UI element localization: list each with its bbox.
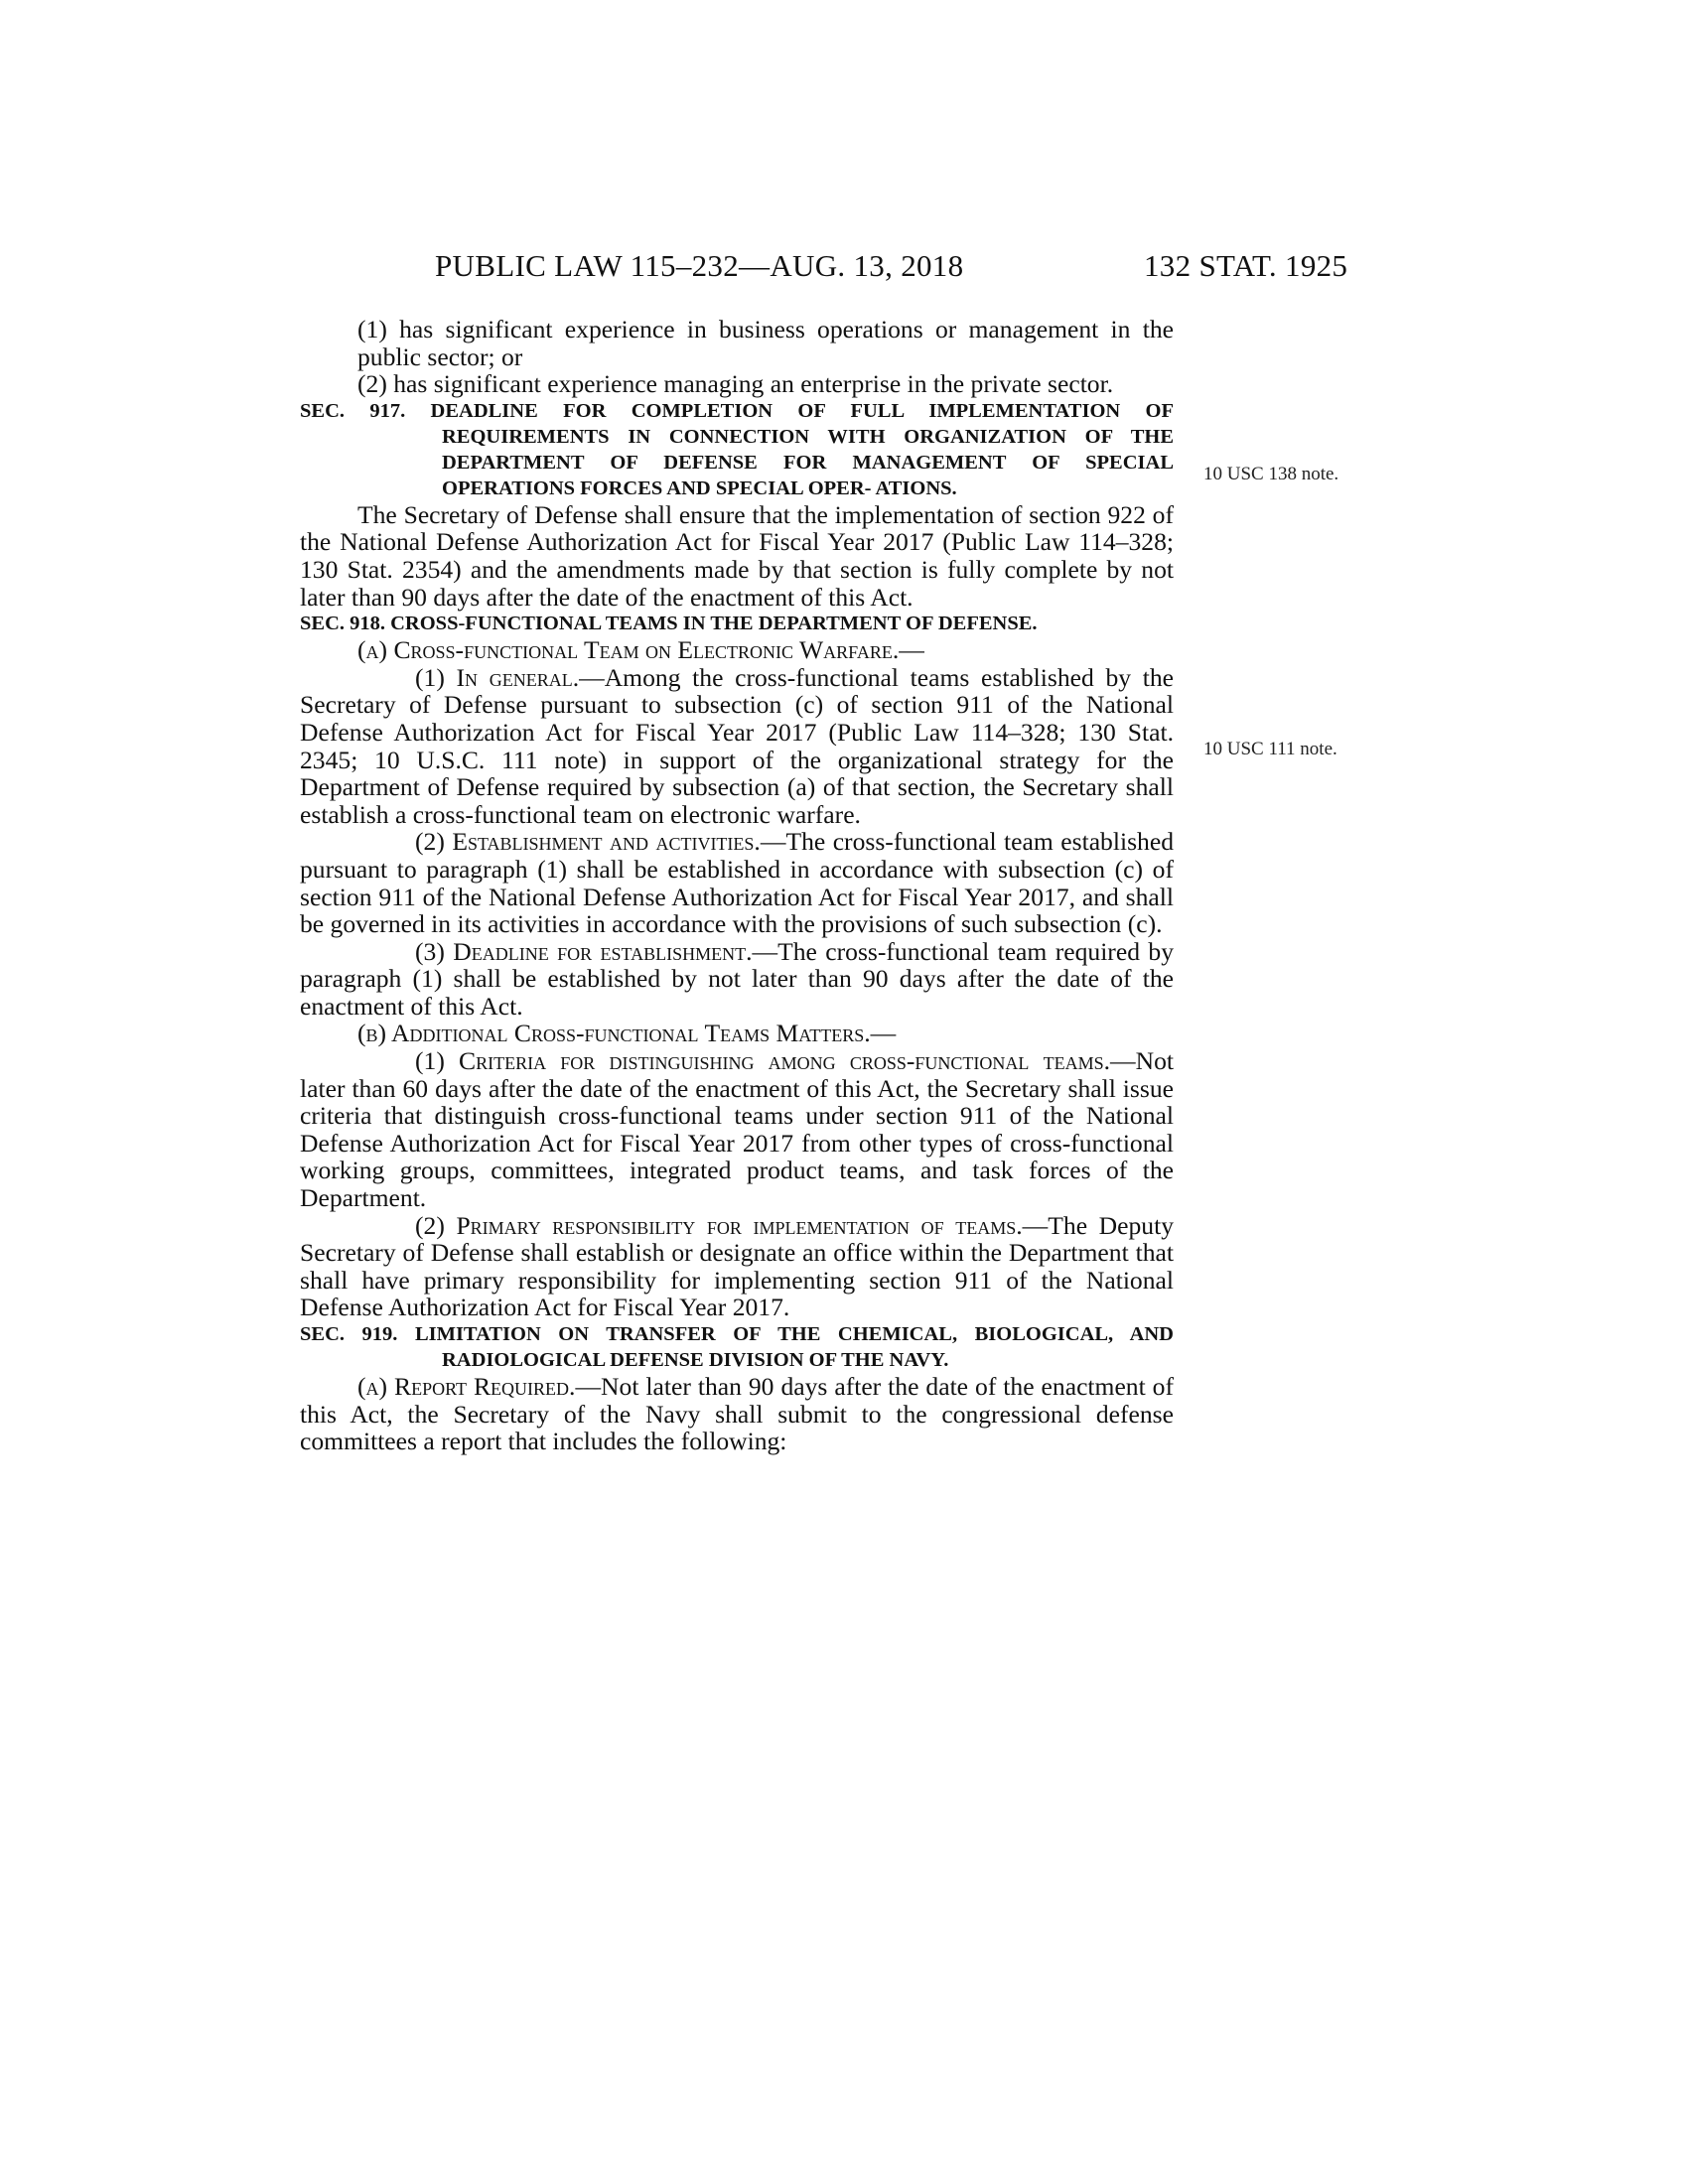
- a2-lead: (2) Establishment and activities.: [415, 827, 761, 857]
- section-919-a: [300, 1373, 1174, 1455]
- section-918-subsection-a-heading: (a) Cross-functional Team on Electronic Warfare.—: [357, 635, 924, 665]
- a1-lead: (1) In general.: [415, 662, 580, 692]
- section-917-body: The Secretary of Defense shall ensure that the implementation of section 922 of the National Defense Authorization Act for Fiscal Year 2017 (Public Law 114–328; 130 Stat. 2354) and the amendments made by that section is fully complete by not later than 90 days after the date of the enactment of this Act.: [300, 499, 1174, 612]
- section-919-a-text: —Not later than 90 days after the date of the enactment of this Act, the Secretary of the Navy shall submit to the congressional defense committees a report that includes the following:: [300, 1372, 1175, 1456]
- section-919-heading: SEC. 919. LIMITATION ON TRANSFER OF THE CHEMICAL, BIOLOGICAL, AND RADIOLOGICAL DEFENSE DIVISION OF THE NAVY.: [300, 1323, 1174, 1371]
- section-918-a1: [300, 664, 1174, 829]
- section-919-a-lead: (a) Report Required.: [357, 1372, 576, 1401]
- a1-text: —Among the cross-functional teams established by the Secretary of Defense pursuant to subsection (c) of section 911 of the National Defense Authorization Act for Fiscal Year 2017 (Public Law 114–328; 130 Stat. 2345; 10 U.S.C. 111 note) in support of the organizational strategy for the Department of Defense required by subsection (a) of that section, the Secretary shall establish a cross-functional team on electronic warfare.: [300, 662, 1174, 829]
- page-header: [0, 248, 1688, 288]
- intro-paragraph-1: (1) has significant experience in business operations or management in the public sector; or: [357, 315, 1174, 371]
- section-918-heading: SEC. 918. CROSS-FUNCTIONAL TEAMS IN THE DEPARTMENT OF DEFENSE.: [300, 613, 1038, 635]
- section-918-b1: [300, 1047, 1174, 1212]
- intro-paragraph-2: (2) has significant experience managing an enterprise in the private sector.: [357, 369, 1114, 399]
- section-918-b2: [300, 1212, 1174, 1321]
- b2-lead: (2) Primary responsibility for implementation of teams.: [415, 1210, 1023, 1240]
- a3-lead: (3) Deadline for establishment.: [415, 936, 753, 966]
- section-918-a3: [300, 938, 1174, 1021]
- a3-text: —The cross-functional team required by paragraph (1) shall be established by not later than 90 days after the date of the enactment of this Act.: [300, 936, 1174, 1021]
- section-918-subsection-b-heading: (b) Additional Cross-functional Teams Matters.—: [357, 1019, 897, 1048]
- a2-text: —The cross-functional team established pursuant to paragraph (1) shall be established in accordance with subsection (c) of section 911 of the National Defense Authorization Act for Fiscal Year 2017, and shall be governed in its activities in accordance with the provisions of such subsection (c).: [300, 827, 1174, 939]
- section-918-a2: [300, 828, 1174, 937]
- section-917-heading: SEC. 917. DEADLINE FOR COMPLETION OF FULL IMPLEMENTATION OF REQUIREMENTS IN CONNECTION WITH ORGANIZATION OF THE DEPARTMENT OF DEFENSE FOR MANAGEMENT OF SPECIAL OPERATIONS FORCES AND SPECIAL OPER- ATIONS.: [300, 399, 1174, 499]
- b2-text: —The Deputy Secretary of Defense shall establish or designate an office within the Department that shall have primary responsibility for implementing section 911 of the National Defense Authorization Act for Fiscal Year 2017.: [300, 1210, 1174, 1322]
- running-head: PUBLIC LAW 115–232—AUG. 13, 2018: [435, 248, 964, 283]
- main-text-column: [300, 316, 1174, 1455]
- statute-page-number: 132 STAT. 1925: [1144, 248, 1348, 283]
- b1-lead: (1) Criteria for distinguishing among cross-functional teams.: [415, 1046, 1111, 1076]
- margin-note-sec917: 10 USC 138 note.: [1203, 464, 1339, 484]
- margin-note-sec918: 10 USC 111 note.: [1203, 739, 1337, 759]
- b1-text: —Not later than 60 days after the date of the enactment of this Act, the Secretary shall issue criteria that distinguish cross-functional teams under section 911 of the National Defense Authorization Act for Fiscal Year 2017 from other types of cross-functional working groups, committees, integrated product teams, and task forces of the Department.: [300, 1046, 1174, 1213]
